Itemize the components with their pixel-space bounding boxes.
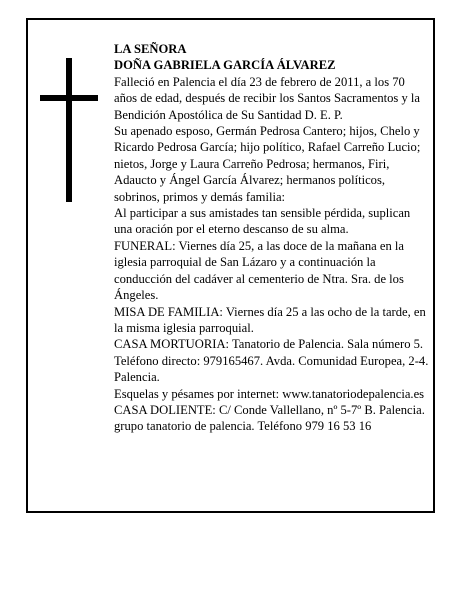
funeral-home-info: CASA MORTUORIA: Tanatorio de Palencia. Sala número 5. Teléfono directo: 979165467. Avda. Comunidad Europea, 2-4. Palencia. [114,337,429,385]
family-list: Su apenado esposo, Germán Pedrosa Cantero; hijos, Chelo y Ricardo Pedrosa García; hijo político, Rafael Carreño Lucio; nietos, Jorge y Laura Carreño Pedrosa; hermanos, Firi, Adaucto y Ángel García Álvarez; hermanos políticos, sobrinos, primos y demás familia: [114,124,421,204]
obituary-title: LA SEÑORA [114,42,187,56]
obituary-notice [26,18,435,513]
funeral-info: FUNERAL: Viernes día 25, a las doce de la mañana en la iglesia parroquial de San Lázaro y a continuación la conducción del cadáver al cementerio de Ntra. Sra. de los Ángeles. [114,238,404,303]
latin-cross-icon [40,58,98,202]
death-announcement: Falleció en Palencia el día 23 de febrero de 2011, a los 70 años de edad, después de recibir los Santos Sacramentos y la Bendición Apostólica de Su Santidad D. E. P. [114,74,421,122]
mourning-house-info: CASA DOLIENTE: C/ Conde Vallellano, nº 5-7º B. Palencia. [114,402,425,417]
prayer-request: Al participar a sus amistades tan sensible pérdida, suplican una oración por el eterno descanso de su alma. [114,206,411,237]
cross-vertical-bar [66,58,72,202]
family-mass-info: MISA DE FAMILIA: Viernes día 25 a las ocho de la tarde, en la misma iglesia parroquial. [114,304,426,335]
online-condolences: Esquelas y pésames por internet: www.tanatoriodepalencia.es [114,386,425,401]
deceased-name: DOÑA GABRIELA GARCÍA ÁLVAREZ [114,58,336,73]
obituary-text [114,41,430,435]
funeral-group-contact: grupo tanatorio de palencia. Teléfono 979 16 53 16 [114,419,372,434]
cross-horizontal-bar [40,95,98,101]
